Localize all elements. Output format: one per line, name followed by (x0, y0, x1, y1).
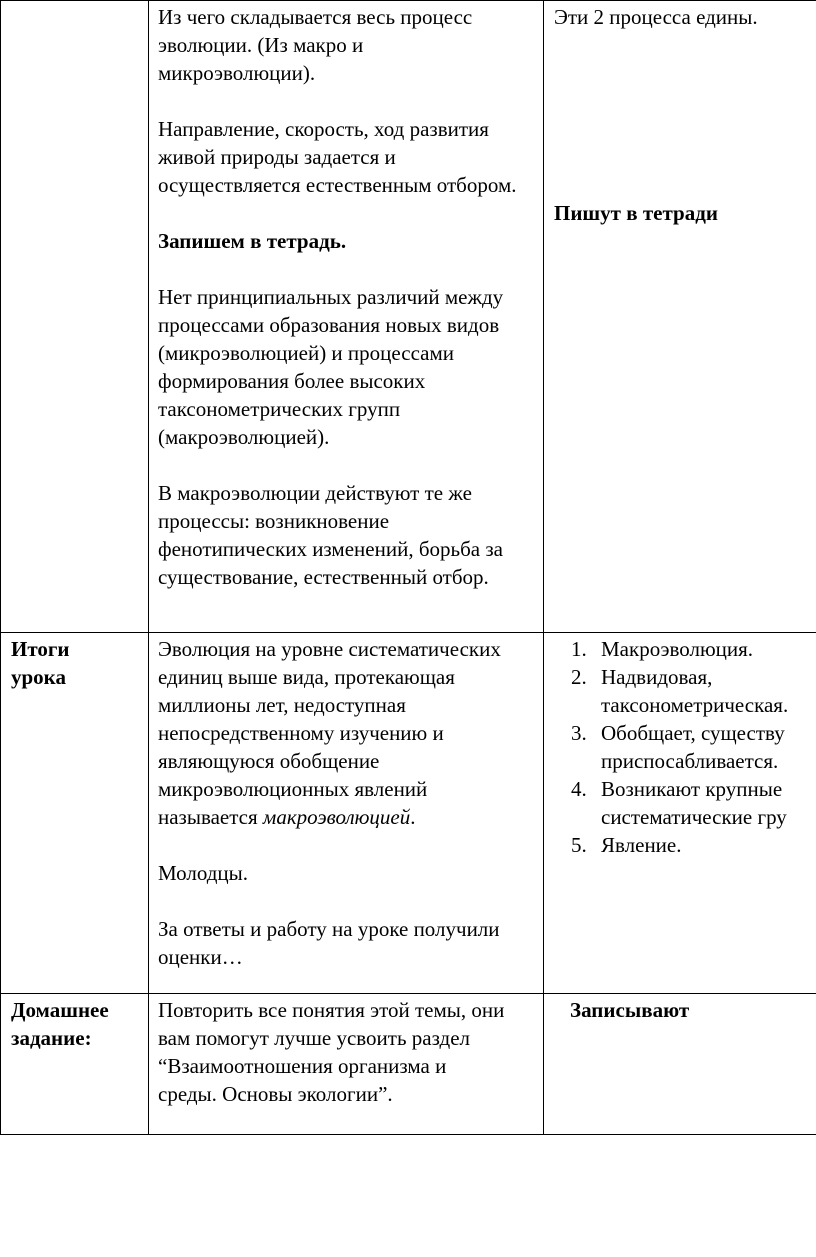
list-text: Явление. (601, 833, 682, 857)
bold-instruction: Запишем в тетрадь. (158, 229, 347, 253)
student-note-bold: Пишут в тетради (554, 201, 718, 225)
paragraph: В макроэволюции действуют те же процессы: возникновение фенотипических изменений, борьба за существование, естественный отбор. (158, 481, 503, 589)
student-activity-cell (544, 994, 816, 1135)
list-text: Возникают крупные (601, 777, 783, 801)
list-item (544, 719, 816, 775)
stage-label-line: задание: (11, 1026, 92, 1050)
paragraph (158, 635, 508, 831)
stage-cell (1, 994, 149, 1135)
paragraph: Направление, скорость, ход развития живой природы задается и осуществляется естественным отбором. (158, 117, 517, 197)
list-item (544, 831, 816, 859)
teacher-activity-cell (149, 994, 544, 1135)
list-number: 4. (571, 777, 587, 801)
stage-label-line: Домашнее (11, 998, 109, 1022)
text-run: Эволюция на уровне систематических единиц выше вида, протекающая миллионы лет, недоступная непосредственному изучению и являющуюся обобщение микроэволюционных явлений называется (158, 637, 501, 829)
stage-label-line: Итоги (11, 637, 70, 661)
list-text: Обобщает, существу (601, 721, 785, 745)
list-item (544, 663, 816, 719)
paragraph: Повторить все понятия этой темы, они вам помогут лучше усвоить раздел “Взаимоотношения организма и среды. Основы экологии”. (158, 998, 505, 1106)
table-row (1, 633, 816, 994)
list-text: приспосабливается. (601, 749, 779, 773)
list-number: 3. (571, 721, 587, 745)
student-activity-cell (544, 633, 816, 994)
list-text: Макроэволюция. (601, 637, 754, 661)
list-text: систематические гру (601, 805, 787, 829)
list-item (544, 635, 816, 663)
italic-term: макроэволюцией (262, 805, 411, 829)
stage-label (1, 1, 148, 3)
stage-cell (1, 1, 149, 633)
table-row (1, 1, 816, 633)
text-run: . (410, 805, 416, 829)
paragraph: Нет принципиальных различий между процессами образования новых видов (микроэволюцией) и процессами формирования более высоких таксонометрических групп (макроэволюцией). (158, 285, 504, 449)
answers-list (544, 635, 816, 859)
list-number: 5. (571, 833, 587, 857)
teacher-activity-cell (149, 633, 544, 994)
list-text: Надвидовая, (601, 665, 713, 689)
paragraph: За ответы и работу на уроке получили оценки… (158, 917, 500, 969)
stage-label-line: урока (11, 665, 66, 689)
student-note-bold: Записывают (570, 998, 690, 1022)
student-activity-cell (544, 1, 816, 633)
list-text: таксонометрическая. (601, 693, 789, 717)
list-number: 1. (571, 637, 587, 661)
stage-cell (1, 633, 149, 994)
paragraph: Молодцы. (158, 861, 249, 885)
list-item (544, 775, 816, 831)
student-note: Эти 2 процесса едины. (554, 5, 758, 29)
paragraph: Из чего складывается весь процесс эволюции. (Из макро и микроэволюции). (158, 5, 473, 85)
teacher-activity-cell (149, 1, 544, 633)
list-number: 2. (571, 665, 587, 689)
table-row (1, 994, 816, 1135)
